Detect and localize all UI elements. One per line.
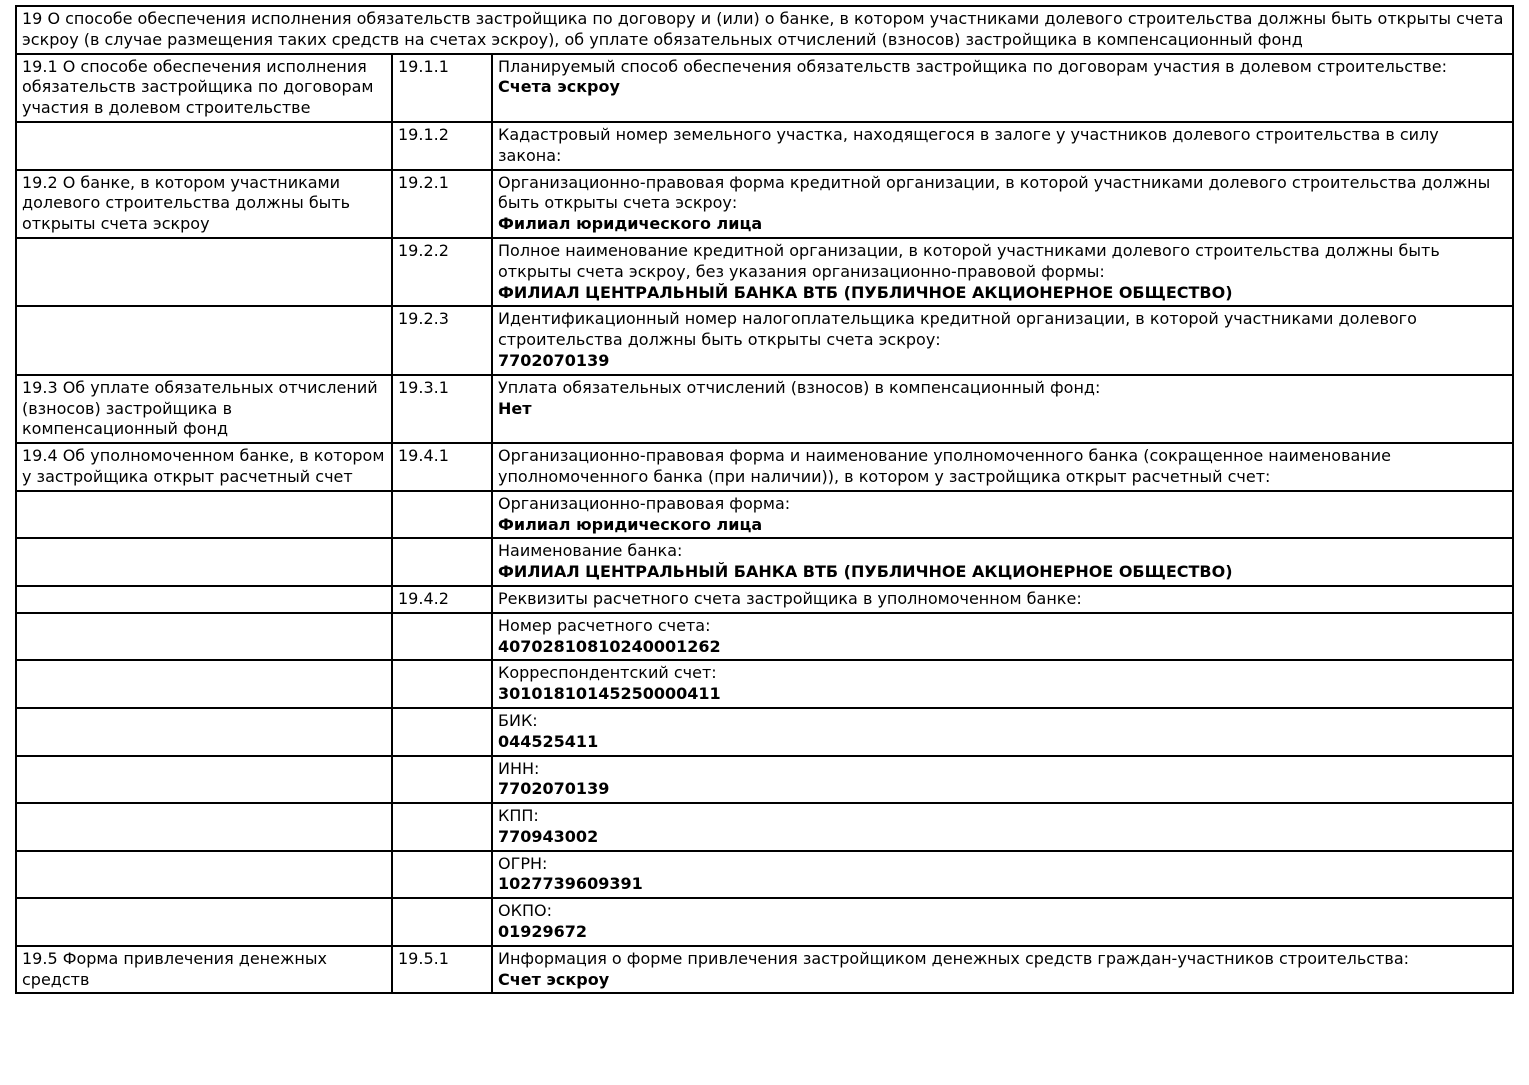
field-label: Корреспондентский счет: xyxy=(498,663,717,683)
row-number xyxy=(392,660,492,708)
row-label xyxy=(16,898,392,946)
field-label: Организационно-правовая форма кредитной организации, в которой участниками долевого строительства должны быть открыты счета эскроу: xyxy=(498,172,1491,213)
table-row xyxy=(16,170,1513,238)
field-value: ФИЛИАЛ ЦЕНТРАЛЬНЫЙ БАНКА ВТБ (ПУБЛИЧНОЕ АКЦИОНЕРНОЕ ОБЩЕСТВО) xyxy=(498,282,1233,302)
table-row xyxy=(16,538,1513,586)
section-header: 19 О способе обеспечения исполнения обязательств застройщика по договору и (или) о банке, в котором участниками долевого строительства должны быть открыты счета эскроу (в случае размещения таких средств на счетах эскроу), об уплате обязательных отчислений (взносов) застройщика в компенсационный фонд xyxy=(16,6,1513,54)
row-number: 19.5.1 xyxy=(392,946,492,994)
field-label: ОКПО: xyxy=(498,901,552,921)
field-value: Филиал юридического лица xyxy=(498,514,763,534)
table-row xyxy=(16,443,1513,491)
field-label: Реквизиты расчетного счета застройщика в уполномоченном банке: xyxy=(498,588,1082,608)
field-label: Идентификационный номер налогоплательщика кредитной организации, в которой участниками долевого строительства должны быть открыты счета эскроу: xyxy=(498,309,1417,350)
table-row xyxy=(16,660,1513,708)
table-row xyxy=(16,898,1513,946)
row-number: 19.1.1 xyxy=(392,54,492,122)
row-content xyxy=(492,122,1513,170)
escrow-declaration-table xyxy=(15,5,1514,994)
row-content xyxy=(492,443,1513,491)
row-number: 19.2.1 xyxy=(392,170,492,238)
row-number xyxy=(392,803,492,851)
row-content xyxy=(492,375,1513,443)
section-header-row xyxy=(16,6,1513,54)
row-label: 19.3 Об уплате обязательных отчислений (взносов) застройщика в компенсационный фонд xyxy=(16,375,392,443)
row-number xyxy=(392,613,492,661)
row-content xyxy=(492,708,1513,756)
row-label xyxy=(16,756,392,804)
field-value: 40702810810240001262 xyxy=(498,636,721,656)
row-number: 19.2.2 xyxy=(392,238,492,306)
row-content xyxy=(492,306,1513,374)
row-label xyxy=(16,538,392,586)
row-number xyxy=(392,708,492,756)
row-content xyxy=(492,491,1513,539)
field-label: Кадастровый номер земельного участка, находящегося в залоге у участников долевого строительства в силу закона: xyxy=(498,124,1439,165)
field-value: 1027739609391 xyxy=(498,874,643,894)
field-label: Организационно-правовая форма и наименование уполномоченного банка (сокращенное наименование уполномоченного банка (при наличии)), в котором у застройщика открыт расчетный счет: xyxy=(498,446,1392,486)
field-value: 7702070139 xyxy=(498,779,610,799)
row-content xyxy=(492,613,1513,661)
field-value: 7702070139 xyxy=(498,350,610,370)
row-label xyxy=(16,851,392,899)
row-content xyxy=(492,898,1513,946)
row-label xyxy=(16,491,392,539)
row-label xyxy=(16,613,392,661)
row-content xyxy=(492,946,1513,994)
field-label: Номер расчетного счета: xyxy=(498,615,711,635)
table-row xyxy=(16,708,1513,756)
row-number xyxy=(392,898,492,946)
field-label: БИК: xyxy=(498,710,538,730)
row-content xyxy=(492,803,1513,851)
field-label: Информация о форме привлечения застройщиком денежных средств граждан-участников строительства: xyxy=(498,948,1410,968)
table-row xyxy=(16,851,1513,899)
row-label xyxy=(16,660,392,708)
field-value: Счет эскроу xyxy=(498,969,610,989)
field-value: Нет xyxy=(498,398,532,418)
field-value: 044525411 xyxy=(498,731,599,751)
row-number xyxy=(392,851,492,899)
field-label: ОГРН: xyxy=(498,853,548,873)
field-label: Планируемый способ обеспечения обязательств застройщика по договорам участия в долевом строительстве: xyxy=(498,56,1448,76)
row-label: 19.2 О банке, в котором участниками долевого строительства должны быть открыты счета эскроу xyxy=(16,170,392,238)
table-row xyxy=(16,375,1513,443)
table-row xyxy=(16,613,1513,661)
field-label: ИНН: xyxy=(498,758,540,778)
row-label: 19.4 Об уполномоченном банке, в котором у застройщика открыт расчетный счет xyxy=(16,443,392,491)
field-label: КПП: xyxy=(498,806,539,826)
row-content xyxy=(492,851,1513,899)
field-label: Полное наименование кредитной организации, в которой участниками долевого строительства должны быть открыты счета эскроу, без указания организационно-правовой формы: xyxy=(498,240,1440,281)
row-number: 19.4.2 xyxy=(392,586,492,613)
field-value: Счета эскроу xyxy=(498,77,620,97)
table-row xyxy=(16,238,1513,306)
row-label xyxy=(16,586,392,613)
row-number xyxy=(392,491,492,539)
table-row xyxy=(16,586,1513,613)
table-row xyxy=(16,122,1513,170)
row-label: 19.5 Форма привлечения денежных средств xyxy=(16,946,392,994)
field-value: 30101810145250000411 xyxy=(498,684,721,704)
row-number xyxy=(392,538,492,586)
field-label: Наименование банка: xyxy=(498,541,683,561)
table-row xyxy=(16,946,1513,994)
document-page xyxy=(0,5,1529,1085)
row-number: 19.4.1 xyxy=(392,443,492,491)
row-label: 19.1 О способе обеспечения исполнения обязательств застройщика по договорам участия в долевом строительстве xyxy=(16,54,392,122)
row-label xyxy=(16,306,392,374)
field-value: ФИЛИАЛ ЦЕНТРАЛЬНЫЙ БАНКА ВТБ (ПУБЛИЧНОЕ АКЦИОНЕРНОЕ ОБЩЕСТВО) xyxy=(498,562,1233,582)
table-row xyxy=(16,491,1513,539)
row-content xyxy=(492,660,1513,708)
table-row xyxy=(16,803,1513,851)
field-label: Организационно-правовая форма: xyxy=(498,493,791,513)
row-content xyxy=(492,238,1513,306)
row-number: 19.1.2 xyxy=(392,122,492,170)
row-label xyxy=(16,803,392,851)
field-label: Уплата обязательных отчислений (взносов) в компенсационный фонд: xyxy=(498,377,1101,397)
row-content xyxy=(492,170,1513,238)
table-row xyxy=(16,306,1513,374)
row-label xyxy=(16,122,392,170)
field-value: Филиал юридического лица xyxy=(498,214,763,234)
row-content xyxy=(492,54,1513,122)
row-number xyxy=(392,756,492,804)
field-value: 01929672 xyxy=(498,922,588,942)
row-number: 19.2.3 xyxy=(392,306,492,374)
field-value: 770943002 xyxy=(498,826,599,846)
row-label xyxy=(16,238,392,306)
row-content xyxy=(492,756,1513,804)
row-label xyxy=(16,708,392,756)
table-row xyxy=(16,756,1513,804)
row-number: 19.3.1 xyxy=(392,375,492,443)
table-row xyxy=(16,54,1513,122)
row-content xyxy=(492,586,1513,613)
row-content xyxy=(492,538,1513,586)
